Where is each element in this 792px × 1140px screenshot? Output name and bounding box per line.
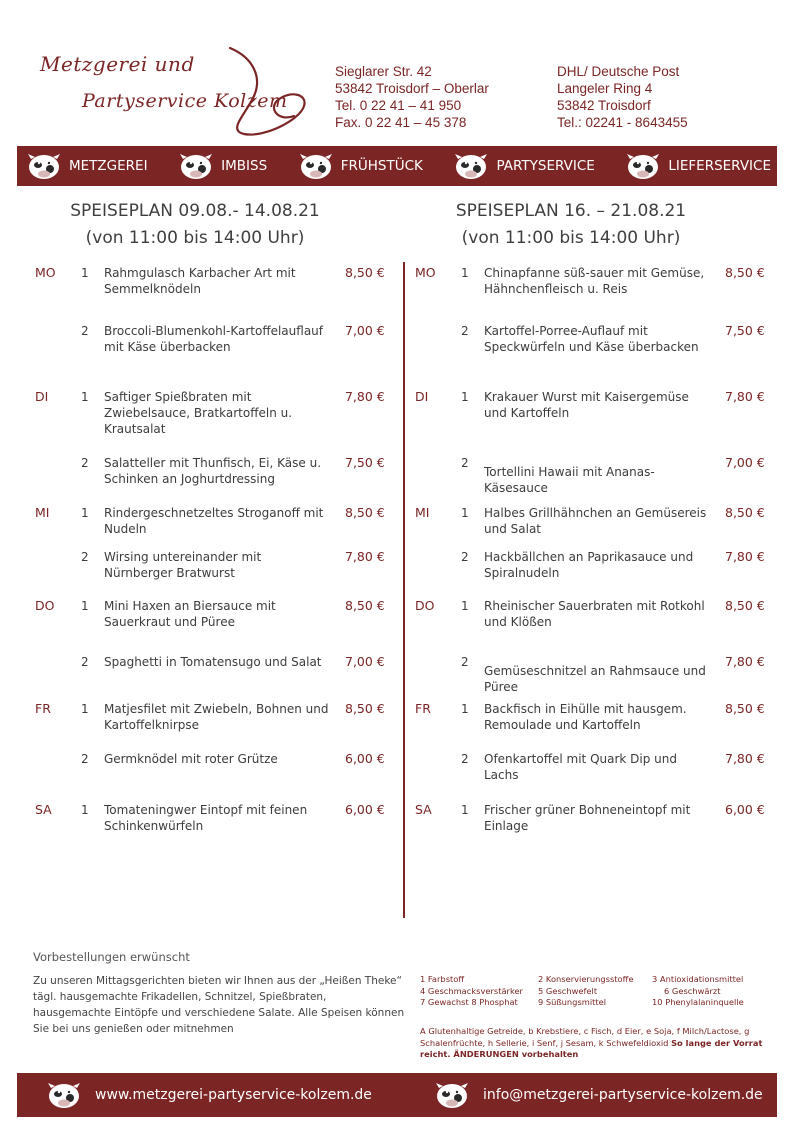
price: 7,80 € bbox=[345, 389, 385, 404]
price: 8,50 € bbox=[725, 265, 765, 280]
plan-title: SPEISEPLAN 09.08.- 14.08.21 bbox=[70, 201, 320, 221]
price: 8,50 € bbox=[725, 701, 765, 716]
post-name: DHL/ Deutsche Post bbox=[557, 64, 680, 79]
dish-name: Frischer grüner Bohneneintopf mit Einlage bbox=[484, 803, 691, 833]
price: 7,80 € bbox=[725, 654, 765, 669]
additives-row bbox=[420, 997, 772, 1009]
price: 8,50 € bbox=[345, 598, 385, 613]
nav-metzgerei bbox=[27, 151, 148, 181]
footer-website[interactable] bbox=[47, 1080, 372, 1110]
dish-name: Saftiger Spießbraten mit Zwiebelsauce, Bratkartoffeln u. Krautsalat bbox=[104, 390, 293, 436]
day-label: FR bbox=[35, 701, 51, 716]
item-number: 1 bbox=[461, 266, 469, 280]
day-label: MO bbox=[35, 265, 56, 280]
cow-icon bbox=[47, 1080, 81, 1110]
price: 7,80 € bbox=[725, 751, 765, 766]
nav-lieferservice bbox=[626, 151, 771, 181]
dish-name: Germknödel mit roter Grütze bbox=[104, 752, 278, 766]
item-number: 2 bbox=[461, 752, 469, 766]
stock-notice: So lange der Vorrat reicht. ÄNDERUNGEN vorbehalten bbox=[420, 1037, 763, 1060]
dish-name: Krakauer Wurst mit Kaisergemüse und Kartoffeln bbox=[484, 390, 689, 420]
additives-row bbox=[420, 974, 772, 986]
preorder-note: Vorbestellungen erwünscht bbox=[33, 950, 190, 964]
dish-name: Matjesfilet mit Zwiebeln, Bohnen und Kartoffelknirpse bbox=[104, 702, 329, 732]
logo-line1: Metzgerei und bbox=[40, 52, 195, 76]
cow-icon bbox=[435, 1080, 469, 1110]
item-number: 2 bbox=[461, 324, 469, 338]
cow-icon bbox=[179, 151, 213, 181]
dish-name: Rindergeschnetzeltes Stroganoff mit Nudeln bbox=[104, 506, 324, 536]
post-city: 53842 Troisdorf bbox=[557, 98, 651, 113]
item-number: 2 bbox=[461, 550, 469, 564]
item-number: 1 bbox=[81, 803, 89, 817]
price: 7,50 € bbox=[345, 455, 385, 470]
price: 8,50 € bbox=[345, 701, 385, 716]
dish-name: Rheinischer Sauerbraten mit Rotkohl und Klößen bbox=[484, 599, 705, 629]
item-number: 1 bbox=[81, 599, 89, 613]
dish-name: Salatteller mit Thunfisch, Ei, Käse u. Schinken an Joghurtdressing bbox=[104, 456, 322, 486]
additive: 1 Farbstoff bbox=[420, 974, 465, 984]
additive: 4 Geschmacksverstärker bbox=[420, 985, 523, 996]
dish-name: Kartoffel-Porree-Auflauf mit Speckwürfeln und Käse überbacken bbox=[484, 324, 699, 354]
dish-name: Chinapfanne süß-sauer mit Gemüse, Hähnchenfleisch u. Reis bbox=[484, 266, 705, 296]
item-number: 1 bbox=[461, 599, 469, 613]
nav-fruehstueck bbox=[299, 151, 423, 181]
item-number: 2 bbox=[461, 655, 469, 669]
item-number: 2 bbox=[81, 550, 89, 564]
price: 6,00 € bbox=[725, 802, 765, 817]
info-text: Zu unseren Mittagsgerichten bieten wir Ihnen aus der „Heißen Theke“ tägl. hausgemachte Frikadellen, Schnitzel, Spießbraten, hausgemachte Eintöpfe und verschiedene Salate. Alle Speisen können Sie bei uns genießen oder mitnehmen bbox=[33, 975, 405, 1035]
day-label: SA bbox=[415, 802, 432, 817]
item-number: 1 bbox=[461, 803, 469, 817]
dish-name: Halbes Grillhähnchen an Gemüsereis und Salat bbox=[484, 506, 707, 536]
item-number: 1 bbox=[461, 390, 469, 404]
service-bar bbox=[17, 146, 777, 186]
day-label: MO bbox=[415, 265, 436, 280]
additive: 6 Geschwärzt bbox=[664, 985, 721, 996]
nav-label: METZGEREI bbox=[69, 158, 148, 174]
additive: 3 Antioxidationsmittel bbox=[652, 974, 744, 984]
cow-icon bbox=[27, 151, 61, 181]
additives-row bbox=[420, 986, 772, 998]
allergens-legend bbox=[420, 1026, 772, 1061]
allergens-text: A Glutenhaltige Getreide, b Krebstiere, c Fisch, d Eier, e Soja, f Milch/Lactose, g Schalenfrüchte, h Sellerie, i Senf, j Sesam, k Schwefeldioxid bbox=[420, 1026, 750, 1048]
nav-label: PARTYSERVICE bbox=[496, 158, 595, 174]
item-number: 1 bbox=[81, 390, 89, 404]
dish-name: Broccoli-Blumenkohl-Kartoffelauflauf mit Käse überbacken bbox=[104, 324, 324, 354]
item-number: 2 bbox=[81, 324, 89, 338]
price: 8,50 € bbox=[725, 598, 765, 613]
price: 6,00 € bbox=[345, 751, 385, 766]
day-label: DO bbox=[415, 598, 435, 613]
nav-imbiss bbox=[179, 151, 267, 181]
dish-name: Tortellini Hawaii mit Ananas-Käsesauce bbox=[484, 465, 655, 495]
dish-name: Rahmgulasch Karbacher Art mit Semmelknödeln bbox=[104, 266, 296, 296]
additive: 7 Gewachst 8 Phosphat bbox=[420, 997, 518, 1008]
item-number: 2 bbox=[81, 456, 89, 470]
additive: 5 Geschwefelt bbox=[538, 985, 598, 996]
price: 7,00 € bbox=[345, 323, 385, 338]
email-link[interactable]: info@metzgerei-partyservice-kolzem.de bbox=[483, 1087, 763, 1103]
plan-title-left bbox=[45, 198, 345, 252]
price: 7,80 € bbox=[725, 389, 765, 404]
nav-label: IMBISS bbox=[221, 158, 268, 174]
dish-name: Wirsing untereinander mit Nürnberger Bratwurst bbox=[104, 550, 262, 580]
plan-title-right bbox=[421, 198, 721, 252]
additive: 9 Süßungsmittel bbox=[538, 997, 607, 1008]
item-number: 1 bbox=[461, 702, 469, 716]
post-street: Langeler Ring 4 bbox=[557, 81, 653, 96]
plan-title: SPEISEPLAN 16. – 21.08.21 bbox=[455, 201, 687, 221]
item-number: 2 bbox=[81, 752, 89, 766]
day-label: SA bbox=[35, 802, 52, 817]
price: 8,50 € bbox=[725, 505, 765, 520]
website-link[interactable]: www.metzgerei-partyservice-kolzem.de bbox=[95, 1087, 372, 1103]
item-number: 2 bbox=[81, 655, 89, 669]
nav-partyservice bbox=[454, 151, 594, 181]
additive: 2 Konservierungsstoffe bbox=[538, 974, 634, 984]
item-number: 1 bbox=[461, 506, 469, 520]
plan-hours: (von 11:00 bis 14:00 Uhr) bbox=[85, 228, 305, 248]
dish-name: Tomateningwer Eintopf mit feinen Schinkenwürfeln bbox=[104, 803, 308, 833]
day-label: FR bbox=[415, 701, 431, 716]
dish-name: Hackbällchen an Paprikasauce und Spiralnudeln bbox=[484, 550, 694, 580]
price: 7,80 € bbox=[725, 549, 765, 564]
item-number: 1 bbox=[81, 702, 89, 716]
price: 7,00 € bbox=[345, 654, 385, 669]
additives-legend bbox=[420, 974, 772, 1009]
price: 7,50 € bbox=[725, 323, 765, 338]
cow-icon bbox=[299, 151, 333, 181]
shop-fax: Fax. 0 22 41 – 45 378 bbox=[335, 115, 467, 130]
item-number: 1 bbox=[81, 506, 89, 520]
shop-address bbox=[335, 63, 489, 131]
shop-street: Sieglarer Str. 42 bbox=[335, 64, 432, 79]
logo bbox=[32, 38, 322, 138]
post-address bbox=[557, 63, 688, 131]
dish-name: Gemüseschnitzel an Rahmsauce und Püree bbox=[484, 664, 706, 694]
price: 8,50 € bbox=[345, 505, 385, 520]
dish-name: Mini Haxen an Biersauce mit Sauerkraut und Püree bbox=[104, 599, 276, 629]
shop-tel: Tel. 0 22 41 – 41 950 bbox=[335, 98, 462, 113]
price: 7,00 € bbox=[725, 455, 765, 470]
footer-bar bbox=[17, 1073, 777, 1117]
day-label: MI bbox=[415, 505, 430, 520]
item-number: 2 bbox=[461, 456, 469, 470]
dish-name: Spaghetti in Tomatensugo und Salat bbox=[104, 655, 322, 669]
shop-city: 53842 Troisdorf – Oberlar bbox=[335, 81, 489, 96]
column-divider bbox=[403, 262, 405, 918]
dish-name: Ofenkartoffel mit Quark Dip und Lachs bbox=[484, 752, 678, 782]
price: 7,80 € bbox=[345, 549, 385, 564]
price: 8,50 € bbox=[345, 265, 385, 280]
dish-name: Backfisch in Eihülle mit hausgem. Remoulade und Kartoffeln bbox=[484, 702, 687, 732]
footer-email[interactable] bbox=[435, 1080, 763, 1110]
day-label: DI bbox=[35, 389, 49, 404]
price: 6,00 € bbox=[345, 802, 385, 817]
day-label: DO bbox=[35, 598, 55, 613]
cow-icon bbox=[454, 151, 488, 181]
nav-label: FRÜHSTÜCK bbox=[340, 158, 423, 174]
cow-icon bbox=[626, 151, 660, 181]
logo-line2: Partyservice Kolzem bbox=[82, 90, 288, 112]
day-label: DI bbox=[415, 389, 429, 404]
day-label: MI bbox=[35, 505, 50, 520]
plan-hours: (von 11:00 bis 14:00 Uhr) bbox=[461, 228, 681, 248]
nav-label: LIEFERSERVICE bbox=[668, 158, 771, 174]
additive: 10 Phenylalaninquelle bbox=[652, 997, 744, 1008]
post-tel: Tel.: 02241 - 8643455 bbox=[557, 115, 688, 130]
item-number: 1 bbox=[81, 266, 89, 280]
